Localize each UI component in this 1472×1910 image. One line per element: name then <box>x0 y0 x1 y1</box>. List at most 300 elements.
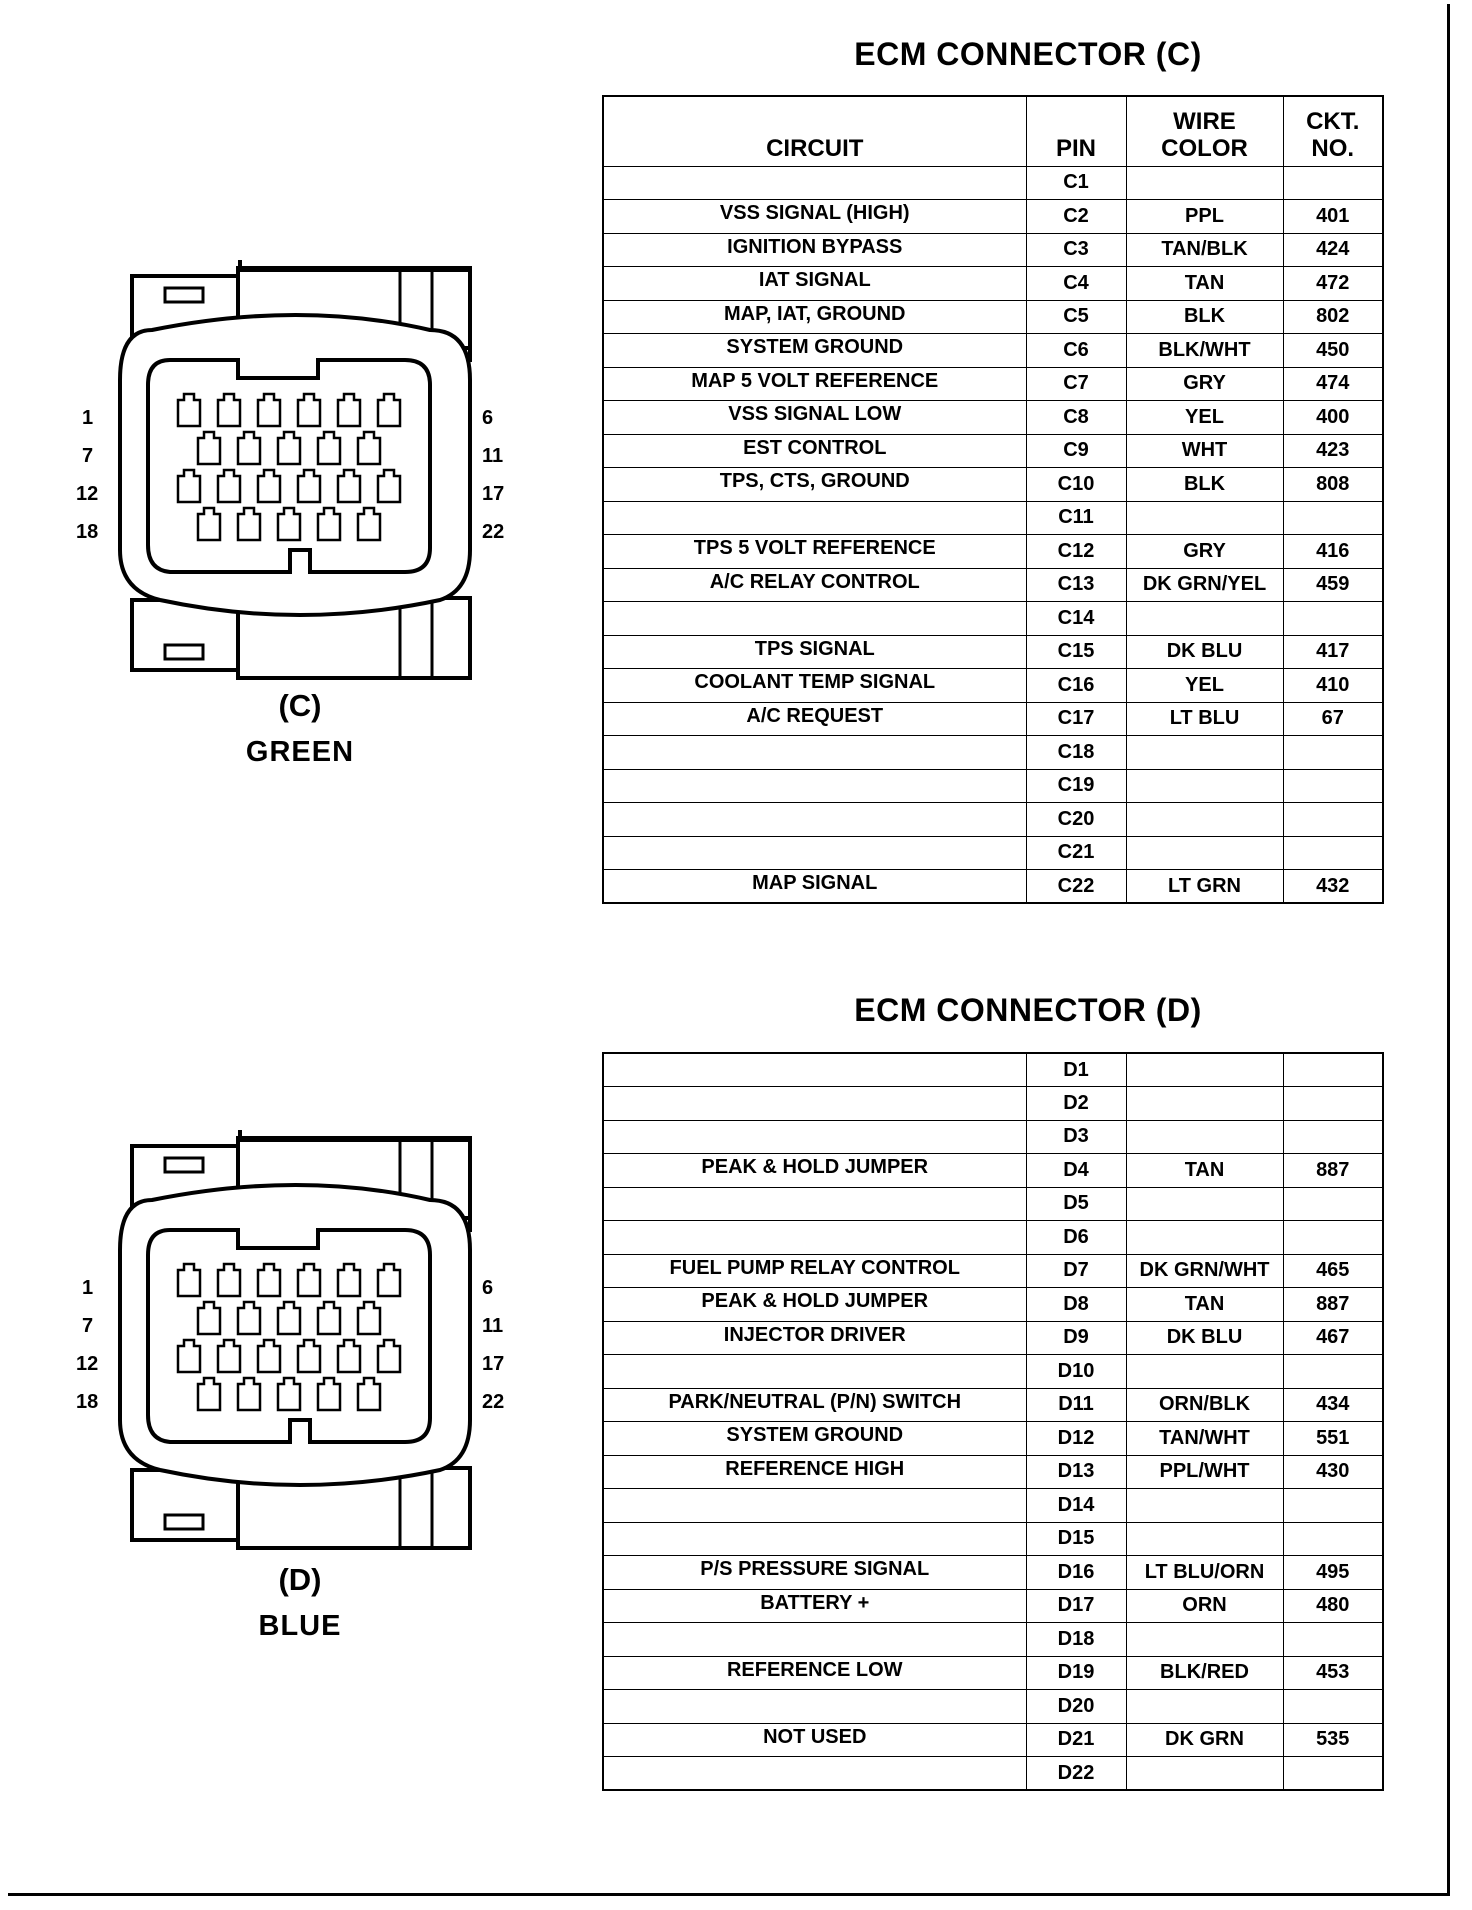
ckt-no-cell <box>1283 1187 1383 1221</box>
wire-color-cell: DK GRN/WHT <box>1126 1254 1283 1288</box>
pin-number-label: 22 <box>482 1391 505 1413</box>
terminal-cavity <box>298 1340 320 1372</box>
terminal-cavity <box>278 1378 300 1410</box>
wire-color-cell <box>1126 1623 1283 1657</box>
circuit-cell <box>603 1489 1026 1523</box>
connector-c-diagram <box>60 260 505 700</box>
table-row <box>603 166 1383 200</box>
circuit-cell: FUEL PUMP RELAY CONTROL <box>603 1254 1026 1288</box>
header-wire-color <box>1126 96 1283 166</box>
wire-color-cell <box>1126 501 1283 535</box>
pin-number-label: 7 <box>82 1315 94 1337</box>
pin-number-label: 1 <box>82 1277 94 1299</box>
table-row <box>603 1556 1383 1590</box>
header-circuit: CIRCUIT <box>603 96 1026 166</box>
latch-top <box>165 1158 203 1172</box>
table-row <box>603 836 1383 870</box>
ckt-no-cell <box>1283 803 1383 837</box>
pin-number-label: 12 <box>76 1353 99 1375</box>
wire-color-cell: DK GRN/YEL <box>1126 568 1283 602</box>
pin-cell: D6 <box>1026 1221 1126 1255</box>
table-row <box>603 1723 1383 1757</box>
ckt-no-cell: 401 <box>1283 200 1383 234</box>
circuit-cell: PARK/NEUTRAL (P/N) SWITCH <box>603 1388 1026 1422</box>
ckt-no-cell: 802 <box>1283 300 1383 334</box>
wire-color-cell <box>1126 803 1283 837</box>
ckt-no-cell: 417 <box>1283 635 1383 669</box>
wire-color-cell <box>1126 1522 1283 1556</box>
circuit-cell: MAP, IAT, GROUND <box>603 300 1026 334</box>
wire-color-cell: YEL <box>1126 401 1283 435</box>
latch-top <box>165 288 203 302</box>
table-row <box>603 1221 1383 1255</box>
wire-color-cell <box>1126 1221 1283 1255</box>
terminal-cavity <box>278 432 300 464</box>
ckt-no-cell: 400 <box>1283 401 1383 435</box>
wire-color-cell <box>1126 1757 1283 1791</box>
pin-cell: C12 <box>1026 535 1126 569</box>
wire-color-cell: WHT <box>1126 434 1283 468</box>
table-row <box>603 602 1383 636</box>
wire-color-cell: DK BLU <box>1126 635 1283 669</box>
pin-cell: D17 <box>1026 1589 1126 1623</box>
connector-c-table <box>602 95 1384 904</box>
connector-d-diagram <box>60 1130 505 1570</box>
ckt-no-cell <box>1283 769 1383 803</box>
terminal-cavity <box>218 470 240 502</box>
pin-cell: C1 <box>1026 166 1126 200</box>
pin-number-label: 11 <box>482 1315 504 1337</box>
circuit-cell <box>603 1087 1026 1121</box>
circuit-cell: TPS 5 VOLT REFERENCE <box>603 535 1026 569</box>
terminal-cavity <box>358 508 380 540</box>
terminal-cavity <box>318 508 340 540</box>
table-row <box>603 870 1383 904</box>
table-row <box>603 1321 1383 1355</box>
ckt-no-cell <box>1283 1120 1383 1154</box>
wire-color-cell <box>1126 1087 1283 1121</box>
pin-cell: C11 <box>1026 501 1126 535</box>
wire-color-cell: BLK/WHT <box>1126 334 1283 368</box>
pin-number-label: 11 <box>482 445 504 467</box>
ckt-no-cell <box>1283 1690 1383 1724</box>
circuit-cell <box>603 836 1026 870</box>
pin-cell: D16 <box>1026 1556 1126 1590</box>
pin-cell: C9 <box>1026 434 1126 468</box>
pin-cell: D14 <box>1026 1489 1126 1523</box>
pin-cell: D19 <box>1026 1656 1126 1690</box>
table-row <box>603 401 1383 435</box>
ckt-no-cell: 453 <box>1283 1656 1383 1690</box>
pin-cell: D13 <box>1026 1455 1126 1489</box>
pin-cell: C8 <box>1026 401 1126 435</box>
ckt-no-cell: 432 <box>1283 870 1383 904</box>
wire-color-cell: LT BLU <box>1126 702 1283 736</box>
table-row <box>603 736 1383 770</box>
pin-cell: C17 <box>1026 702 1126 736</box>
wire-color-cell <box>1126 1355 1283 1389</box>
wire-color-cell <box>1126 1120 1283 1154</box>
wire-color-cell <box>1126 836 1283 870</box>
circuit-cell <box>603 1120 1026 1154</box>
terminal-cavity <box>178 1340 200 1372</box>
circuit-cell <box>603 1522 1026 1556</box>
table-row <box>603 1154 1383 1188</box>
table-row <box>603 1589 1383 1623</box>
pin-cell: C3 <box>1026 233 1126 267</box>
terminal-cavity <box>358 1302 380 1334</box>
circuit-cell: VSS SIGNAL (HIGH) <box>603 200 1026 234</box>
pin-cell: C20 <box>1026 803 1126 837</box>
circuit-cell <box>603 1355 1026 1389</box>
terminal-cavity <box>358 1378 380 1410</box>
table-row <box>603 568 1383 602</box>
ckt-no-cell: 887 <box>1283 1154 1383 1188</box>
table-row <box>603 200 1383 234</box>
wire-color-cell <box>1126 736 1283 770</box>
wire-color-cell: TAN/BLK <box>1126 233 1283 267</box>
table-row <box>603 635 1383 669</box>
table-row <box>603 1053 1383 1087</box>
wire-color-cell <box>1126 1187 1283 1221</box>
circuit-cell: VSS SIGNAL LOW <box>603 401 1026 435</box>
ckt-no-cell <box>1283 1623 1383 1657</box>
table-row <box>603 1489 1383 1523</box>
pin-number-label: 17 <box>482 1353 505 1375</box>
connector-d-color: BLUE <box>258 1610 342 1642</box>
connector-c-rows <box>603 166 1383 903</box>
pin-cell: D21 <box>1026 1723 1126 1757</box>
terminal-cavity <box>178 1264 200 1296</box>
table-row <box>603 233 1383 267</box>
pin-cell: C22 <box>1026 870 1126 904</box>
terminal-cavity <box>378 470 400 502</box>
wire-color-cell: PPL/WHT <box>1126 1455 1283 1489</box>
pin-cell: D2 <box>1026 1087 1126 1121</box>
wire-color-cell: BLK/RED <box>1126 1656 1283 1690</box>
ckt-no-cell: 67 <box>1283 702 1383 736</box>
circuit-cell: SYSTEM GROUND <box>603 1422 1026 1456</box>
pin-cell: C4 <box>1026 267 1126 301</box>
ckt-no-cell: 410 <box>1283 669 1383 703</box>
ckt-no-cell: 808 <box>1283 468 1383 502</box>
pin-cell: C2 <box>1026 200 1126 234</box>
wire-color-cell: LT BLU/ORN <box>1126 1556 1283 1590</box>
ckt-no-cell: 472 <box>1283 267 1383 301</box>
pin-cell: D15 <box>1026 1522 1126 1556</box>
ckt-no-cell: 887 <box>1283 1288 1383 1322</box>
terminal-cavity <box>378 1340 400 1372</box>
terminal-cavity <box>338 1340 360 1372</box>
circuit-cell <box>603 1690 1026 1724</box>
pin-cell: C19 <box>1026 769 1126 803</box>
circuit-cell: P/S PRESSURE SIGNAL <box>603 1556 1026 1590</box>
table-row <box>603 1455 1383 1489</box>
terminal-cavity <box>218 1340 240 1372</box>
ckt-no-cell: 450 <box>1283 334 1383 368</box>
circuit-cell <box>603 803 1026 837</box>
ckt-no-cell <box>1283 166 1383 200</box>
pin-cell: D10 <box>1026 1355 1126 1389</box>
terminal-cavity <box>178 470 200 502</box>
circuit-cell: TPS SIGNAL <box>603 635 1026 669</box>
wire-color-cell: BLK <box>1126 300 1283 334</box>
circuit-cell <box>603 1623 1026 1657</box>
ckt-no-cell: 459 <box>1283 568 1383 602</box>
terminal-cavity <box>358 432 380 464</box>
pin-number-label: 6 <box>482 407 494 429</box>
table-row <box>603 334 1383 368</box>
circuit-cell <box>603 1221 1026 1255</box>
terminal-cavity <box>238 432 260 464</box>
wire-color-cell <box>1126 1489 1283 1523</box>
table-row <box>603 1288 1383 1322</box>
table-row <box>603 1656 1383 1690</box>
table-row <box>603 434 1383 468</box>
table-row <box>603 1522 1383 1556</box>
wire-color-cell <box>1126 602 1283 636</box>
pin-cell: D8 <box>1026 1288 1126 1322</box>
wire-color-cell: TAN <box>1126 1288 1283 1322</box>
latch-bottom <box>165 645 203 659</box>
ckt-no-cell: 434 <box>1283 1388 1383 1422</box>
table-row <box>603 1690 1383 1724</box>
pin-cell: C10 <box>1026 468 1126 502</box>
terminal-cavity <box>218 394 240 426</box>
table-row <box>603 1388 1383 1422</box>
table-row <box>603 1623 1383 1657</box>
ckt-no-cell <box>1283 501 1383 535</box>
ckt-no-cell <box>1283 1489 1383 1523</box>
pin-cell: D11 <box>1026 1388 1126 1422</box>
pin-number-label: 18 <box>76 521 99 543</box>
connector-d-table <box>602 1052 1384 1791</box>
terminal-cavity <box>238 508 260 540</box>
pin-cell: C7 <box>1026 367 1126 401</box>
terminal-cavity <box>258 470 280 502</box>
table-row <box>603 803 1383 837</box>
ckt-no-cell: 551 <box>1283 1422 1383 1456</box>
table-row <box>603 367 1383 401</box>
circuit-cell: REFERENCE LOW <box>603 1656 1026 1690</box>
circuit-cell <box>603 769 1026 803</box>
circuit-cell: NOT USED <box>603 1723 1026 1757</box>
pin-cell: D7 <box>1026 1254 1126 1288</box>
ckt-no-cell: 424 <box>1283 233 1383 267</box>
terminal-cavity <box>338 394 360 426</box>
terminal-cavity <box>338 1264 360 1296</box>
pin-cell: D18 <box>1026 1623 1126 1657</box>
table-row <box>603 702 1383 736</box>
table-row <box>603 1120 1383 1154</box>
circuit-cell <box>603 736 1026 770</box>
table-row <box>603 1187 1383 1221</box>
pin-cell: D9 <box>1026 1321 1126 1355</box>
circuit-cell: INJECTOR DRIVER <box>603 1321 1026 1355</box>
circuit-cell: BATTERY + <box>603 1589 1026 1623</box>
table-row <box>603 669 1383 703</box>
ckt-no-cell: 495 <box>1283 1556 1383 1590</box>
wire-color-cell: LT GRN <box>1126 870 1283 904</box>
terminal-cavity <box>318 432 340 464</box>
wire-color-cell: YEL <box>1126 669 1283 703</box>
terminal-cavity <box>178 394 200 426</box>
circuit-cell: MAP 5 VOLT REFERENCE <box>603 367 1026 401</box>
pin-cell: C15 <box>1026 635 1126 669</box>
wire-color-cell: GRY <box>1126 367 1283 401</box>
pin-number-label: 12 <box>76 483 99 505</box>
terminal-cavity <box>218 1264 240 1296</box>
wire-color-cell: DK GRN <box>1126 1723 1283 1757</box>
terminal-cavity <box>198 432 220 464</box>
table-row <box>603 267 1383 301</box>
circuit-cell: SYSTEM GROUND <box>603 334 1026 368</box>
wire-color-cell: TAN <box>1126 267 1283 301</box>
circuit-cell <box>603 1053 1026 1087</box>
circuit-cell: A/C RELAY CONTROL <box>603 568 1026 602</box>
terminal-cavity <box>378 394 400 426</box>
table-header-row <box>603 96 1383 166</box>
pin-cell: D20 <box>1026 1690 1126 1724</box>
wire-color-cell <box>1126 1053 1283 1087</box>
ckt-no-cell: 416 <box>1283 535 1383 569</box>
table-row <box>603 1254 1383 1288</box>
wire-color-cell <box>1126 166 1283 200</box>
circuit-cell: COOLANT TEMP SIGNAL <box>603 669 1026 703</box>
wire-color-cell: GRY <box>1126 535 1283 569</box>
pin-number-label: 18 <box>76 1391 99 1413</box>
circuit-cell <box>603 1187 1026 1221</box>
pin-number-label: 17 <box>482 483 505 505</box>
terminal-cavity <box>278 1302 300 1334</box>
terminal-cavity <box>298 470 320 502</box>
pin-cell: D4 <box>1026 1154 1126 1188</box>
pin-cell: C6 <box>1026 334 1126 368</box>
connector-c-letter: (C) <box>278 688 322 723</box>
wire-color-cell: BLK <box>1126 468 1283 502</box>
ckt-no-cell <box>1283 1221 1383 1255</box>
ckt-no-cell <box>1283 1522 1383 1556</box>
ckt-no-cell: 480 <box>1283 1589 1383 1623</box>
terminal-cavity <box>298 394 320 426</box>
table-row <box>603 468 1383 502</box>
circuit-cell: PEAK & HOLD JUMPER <box>603 1154 1026 1188</box>
wire-color-cell: ORN/BLK <box>1126 1388 1283 1422</box>
wire-color-cell: TAN <box>1126 1154 1283 1188</box>
circuit-cell: IAT SIGNAL <box>603 267 1026 301</box>
pin-number-label: 6 <box>482 1277 494 1299</box>
pin-cell: D5 <box>1026 1187 1126 1221</box>
terminal-cavity <box>238 1378 260 1410</box>
circuit-cell <box>603 1757 1026 1791</box>
circuit-cell: MAP SIGNAL <box>603 870 1026 904</box>
connector-c-color: GREEN <box>245 736 355 768</box>
table-row <box>603 1422 1383 1456</box>
terminal-cavity <box>258 1264 280 1296</box>
header-ckt-no <box>1283 96 1383 166</box>
terminal-cavity <box>318 1302 340 1334</box>
circuit-cell <box>603 602 1026 636</box>
pin-number-label: 7 <box>82 445 94 467</box>
wire-color-cell <box>1126 769 1283 803</box>
pin-cell: D12 <box>1026 1422 1126 1456</box>
circuit-cell: EST CONTROL <box>603 434 1026 468</box>
connector-d-title: ECM CONNECTOR (D) <box>854 992 1202 1028</box>
pin-cell: D22 <box>1026 1757 1126 1791</box>
latch-bottom <box>165 1515 203 1529</box>
pin-cell: C13 <box>1026 568 1126 602</box>
pin-cell: C16 <box>1026 669 1126 703</box>
circuit-cell: A/C REQUEST <box>603 702 1026 736</box>
pin-cell: C21 <box>1026 836 1126 870</box>
connector-c-title: ECM CONNECTOR (C) <box>854 36 1202 72</box>
ckt-no-cell <box>1283 1355 1383 1389</box>
pin-number-label: 1 <box>82 407 94 429</box>
pin-cell: D3 <box>1026 1120 1126 1154</box>
ckt-no-cell: 423 <box>1283 434 1383 468</box>
table-row <box>603 501 1383 535</box>
wire-color-cell: TAN/WHT <box>1126 1422 1283 1456</box>
terminal-cavity <box>198 1378 220 1410</box>
circuit-cell: REFERENCE HIGH <box>603 1455 1026 1489</box>
terminal-cavity <box>338 470 360 502</box>
wire-color-cell: PPL <box>1126 200 1283 234</box>
terminal-cavity <box>258 394 280 426</box>
terminal-cavity <box>278 508 300 540</box>
terminal-cavity <box>198 508 220 540</box>
terminal-cavity <box>258 1340 280 1372</box>
pin-cell: C5 <box>1026 300 1126 334</box>
ckt-no-cell <box>1283 736 1383 770</box>
connector-d-rows <box>603 1053 1383 1790</box>
circuit-cell: TPS, CTS, GROUND <box>603 468 1026 502</box>
table-row <box>603 1355 1383 1389</box>
terminal-cavity <box>378 1264 400 1296</box>
terminal-cavity <box>298 1264 320 1296</box>
table-row <box>603 1757 1383 1791</box>
pin-cell: D1 <box>1026 1053 1126 1087</box>
table-row <box>603 535 1383 569</box>
circuit-cell: IGNITION BYPASS <box>603 233 1026 267</box>
ckt-no-cell <box>1283 1757 1383 1791</box>
terminal-cavity <box>198 1302 220 1334</box>
connector-d-letter: (D) <box>278 1562 322 1597</box>
wire-color-cell: DK BLU <box>1126 1321 1283 1355</box>
circuit-cell <box>603 166 1026 200</box>
circuit-cell <box>603 501 1026 535</box>
header-pin: PIN <box>1026 96 1126 166</box>
wire-color-cell <box>1126 1690 1283 1724</box>
terminal-cavity <box>318 1378 340 1410</box>
ckt-no-cell <box>1283 1087 1383 1121</box>
ckt-no-cell: 535 <box>1283 1723 1383 1757</box>
ckt-no-cell: 474 <box>1283 367 1383 401</box>
table-row <box>603 769 1383 803</box>
header-ckt-no-text: CKT. NO. <box>1306 107 1360 162</box>
ckt-no-cell <box>1283 1053 1383 1087</box>
table-row <box>603 1087 1383 1121</box>
pin-cell: C14 <box>1026 602 1126 636</box>
wire-color-cell: ORN <box>1126 1589 1283 1623</box>
ckt-no-cell <box>1283 602 1383 636</box>
header-wire-color-text: WIRE COLOR <box>1161 107 1248 162</box>
terminal-cavity <box>238 1302 260 1334</box>
ckt-no-cell: 467 <box>1283 1321 1383 1355</box>
ckt-no-cell: 465 <box>1283 1254 1383 1288</box>
circuit-cell: PEAK & HOLD JUMPER <box>603 1288 1026 1322</box>
table-row <box>603 300 1383 334</box>
ckt-no-cell: 430 <box>1283 1455 1383 1489</box>
